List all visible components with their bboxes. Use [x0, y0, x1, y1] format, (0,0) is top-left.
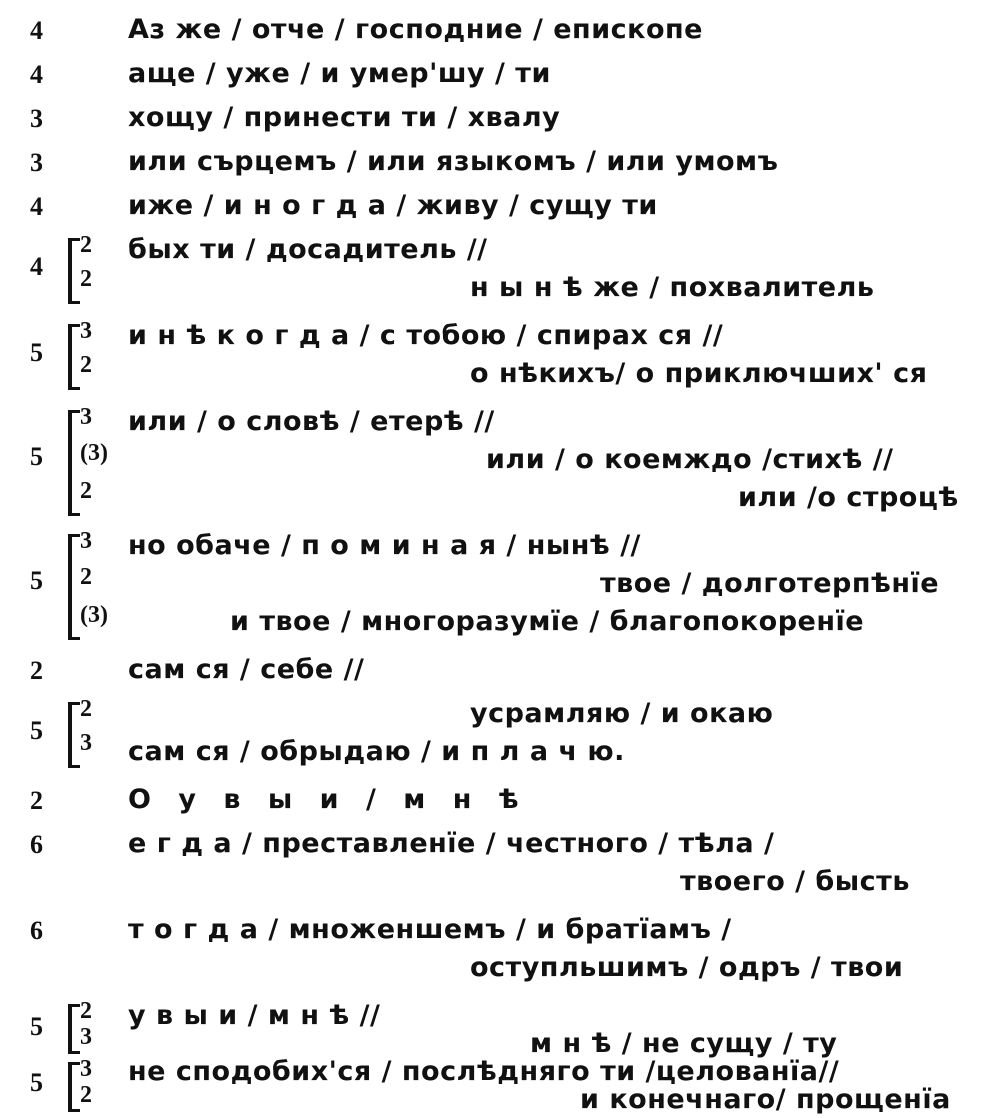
syllable-count: 3: [30, 148, 43, 177]
bracket-index: (3): [80, 440, 108, 466]
syllable-count: 6: [30, 916, 43, 945]
verse-text: т о г д а / множеншемъ / и братїамъ /: [128, 914, 732, 945]
verse-group-6: [0, 232, 1000, 312]
verse-group-8: [0, 404, 1000, 522]
verse-text: хощу / принести ти / хвалу: [128, 102, 561, 133]
bracket-index: 3: [80, 404, 92, 430]
bracket-index: 2: [80, 266, 92, 292]
verse-group-13: [0, 826, 1000, 906]
bracket-index: 2: [80, 232, 92, 258]
verse-text: е г д а / преставленїе / честного / тѣла /: [128, 828, 775, 859]
bracket-index: 2: [80, 998, 92, 1024]
syllable-count: 5: [30, 338, 43, 367]
bracket-index: 3: [80, 528, 92, 554]
verse-text: бых ти / досадитель //: [128, 234, 488, 265]
bracket-index: 2: [80, 696, 92, 722]
verse-line-5: [0, 188, 1000, 228]
verse-text: или / о словѣ / етерѣ //: [128, 406, 495, 437]
syllable-count: 4: [30, 60, 43, 89]
syllable-count: 5: [30, 566, 43, 595]
verse-text-continuation: сам ся / обрыдаю / и п л а ч ю.: [128, 736, 625, 767]
bracket-index: 2: [80, 564, 92, 590]
syllable-count: 2: [30, 786, 43, 815]
verse-line-2: [0, 56, 1000, 96]
syllable-count: 5: [30, 1012, 43, 1041]
verse-group-14: [0, 912, 1000, 992]
bracket: [68, 238, 80, 304]
syllable-count: 4: [30, 252, 43, 281]
bracket-index: 2: [80, 352, 92, 378]
verse-text: сам ся / себе //: [128, 654, 365, 685]
verse-line-1: [0, 12, 1000, 52]
bracket: [68, 1062, 80, 1112]
verse-group-7: [0, 318, 1000, 398]
bracket-index: 3: [80, 1024, 92, 1050]
syllable-count: 4: [30, 192, 43, 221]
verse-group-9: [0, 528, 1000, 646]
verse-text: и н ѣ к о г д а / с тобою / спирах ся //: [128, 320, 724, 351]
verse-text: иже / и н о г д а / живу / сущу ти: [128, 190, 658, 221]
verse-text: аще / уже / и умер'шу / ти: [128, 58, 551, 89]
syllable-count: 2: [30, 656, 43, 685]
bracket: [68, 324, 80, 390]
bracket: [68, 1004, 80, 1054]
bracket-index: 3: [80, 1056, 92, 1082]
bracket-index: 3: [80, 318, 92, 344]
bracket: [68, 410, 80, 516]
verse-line-12: [0, 782, 1000, 822]
bracket: [68, 534, 80, 640]
verse-group-16: [0, 1058, 1000, 1116]
syllable-count: 5: [30, 442, 43, 471]
syllable-count: 5: [30, 1068, 43, 1097]
syllable-count: 6: [30, 830, 43, 859]
verse-text-continuation: м н ѣ / не сущу / ту: [530, 1028, 838, 1059]
verse-text: не сподобих'ся / послѣдняго ти /целованїа//: [128, 1056, 840, 1087]
verse-group-11: [0, 696, 1000, 776]
verse-text: Аз же / отче / господние / епископе: [128, 14, 703, 45]
verse-text-continuation: или /о строцѣ: [738, 482, 959, 513]
verse-text-continuation: твоего / бысть: [680, 866, 910, 897]
verse-text: у в ы и / м н ѣ //: [128, 1000, 381, 1031]
bracket-index: 2: [80, 478, 92, 504]
verse-text-continuation: и конечнаго/ прощенїа: [580, 1084, 951, 1115]
verse-line-3: [0, 100, 1000, 140]
verse-text-continuation: твое / долготерпѣнїе: [600, 568, 940, 599]
verse-line-10: [0, 652, 1000, 692]
bracket-index: 2: [80, 1082, 92, 1108]
bracket: [68, 702, 80, 768]
verse-text-continuation: о нѣкихъ/ о приключших' ся: [470, 358, 928, 389]
verse-text-continuation: н ы н ѣ же / похвалитель: [470, 272, 875, 303]
verse-text: или сърцемъ / или языкомъ / или умомъ: [128, 146, 779, 177]
syllable-count: 5: [30, 716, 43, 745]
verse-text-continuation: или / о коемждо /стихѣ //: [486, 444, 894, 475]
verse-text-continuation: и твое / многоразумїе / благопокоренїе: [230, 606, 865, 637]
syllable-count: 4: [30, 16, 43, 45]
verse-text: но обаче / п о м и н а я / нынѣ //: [128, 530, 641, 561]
bracket-index: 3: [80, 730, 92, 756]
verse-group-15: [0, 998, 1000, 1058]
verse-text: усрамляю / и окаю: [470, 698, 774, 729]
verse-text-continuation: оступльшимъ / одръ / твои: [470, 952, 904, 983]
syllable-count: 3: [30, 104, 43, 133]
bracket-index: (3): [80, 602, 108, 628]
verse-line-4: [0, 144, 1000, 184]
verse-text: О у в ы и / м н ѣ: [128, 784, 528, 815]
